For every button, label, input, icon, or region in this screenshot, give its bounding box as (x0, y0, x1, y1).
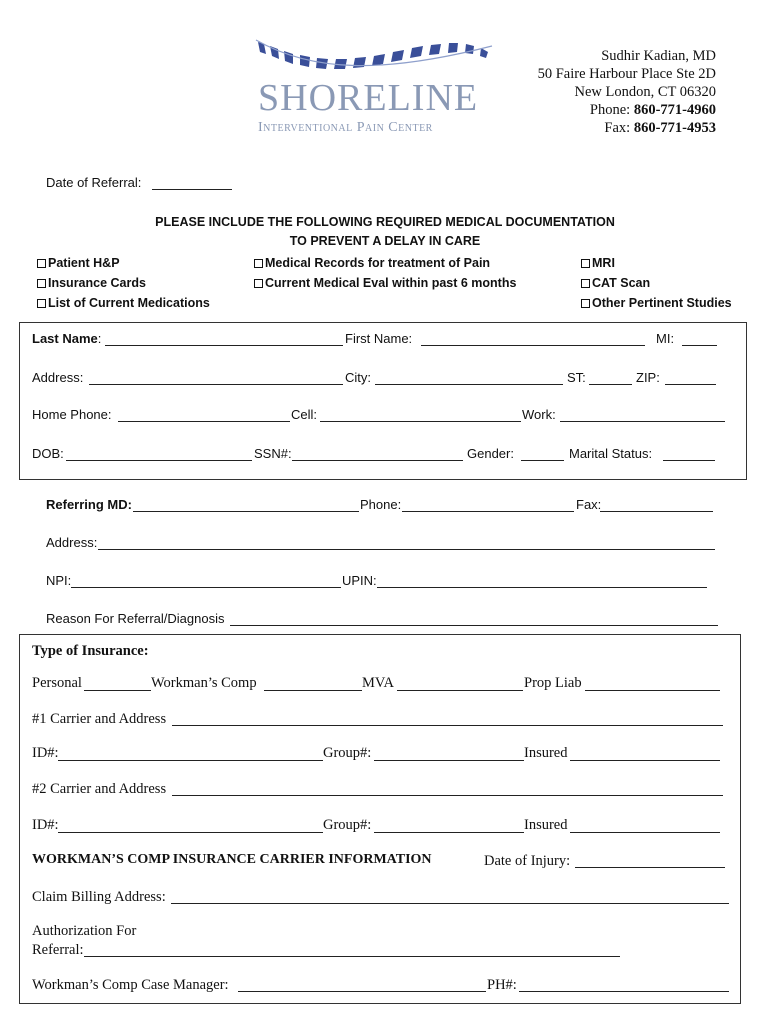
referring-address-label: Address: (46, 535, 98, 550)
insured1-field[interactable] (570, 760, 720, 761)
wc-header: WORKMAN’S COMP INSURANCE CARRIER INFORMATION (32, 852, 432, 867)
fax-label: Fax: (604, 120, 634, 136)
checkbox[interactable] (37, 259, 46, 268)
insurance-title: Type of Insurance: (32, 643, 149, 659)
checklist-item[interactable]: MRI (581, 253, 732, 273)
date-of-injury-field[interactable] (575, 867, 725, 868)
cell-label: Cell: (291, 407, 318, 422)
zip-field[interactable] (665, 384, 716, 385)
claim-billing-field[interactable] (171, 903, 729, 904)
case-manager-ph-field[interactable] (519, 991, 729, 992)
checklist-item[interactable]: List of Current Medications (37, 293, 210, 313)
mva-label: MVA (362, 675, 394, 691)
logo-subtitle: Interventional Pain Center (258, 120, 433, 135)
upin-field[interactable] (377, 587, 707, 588)
checklist-item[interactable]: Medical Records for treatment of Pain (254, 253, 516, 273)
id1-field[interactable] (58, 760, 323, 761)
st-field[interactable] (589, 384, 632, 385)
phone-number: 860-771-4960 (633, 102, 716, 118)
checkbox[interactable] (254, 279, 263, 288)
case-manager-label: Workman’s Comp Case Manager: (32, 977, 229, 993)
case-manager-field[interactable] (238, 991, 486, 992)
personal-field[interactable] (84, 690, 151, 691)
marital-status-label: Marital Status: (569, 446, 653, 461)
checkbox[interactable] (581, 279, 590, 288)
ssn-label: SSN#: (254, 446, 292, 461)
home-phone-field[interactable] (118, 421, 290, 422)
checkbox[interactable] (581, 259, 590, 268)
logo (252, 38, 497, 148)
gender-label: Gender: (467, 446, 514, 461)
contact-address-line2: New London, CT 06320 (574, 84, 716, 100)
checklist-col2 (254, 253, 516, 293)
referring-phone-field[interactable] (402, 511, 574, 512)
checklist-item[interactable]: Insurance Cards (37, 273, 210, 293)
city-field[interactable] (375, 384, 563, 385)
doctor-name: Sudhir Kadian, MD (601, 48, 716, 64)
checklist-col1 (37, 253, 210, 313)
group2-label: Group#: (323, 817, 372, 833)
id1-label: ID#: (32, 745, 59, 761)
date-of-referral-label: Date of Referral: (46, 175, 142, 190)
prop-liab-field[interactable] (585, 690, 720, 691)
mi-label: MI: (656, 331, 675, 346)
insured2-label: Insured (524, 817, 568, 833)
id2-field[interactable] (58, 832, 323, 833)
claim-billing-label: Claim Billing Address: (32, 889, 166, 905)
phone-label: Phone: (589, 102, 634, 118)
carrier1-field[interactable] (172, 725, 723, 726)
personal-label: Personal (32, 675, 82, 691)
work-field[interactable] (560, 421, 725, 422)
referring-fax-field[interactable] (600, 511, 713, 512)
contact-address-line1: 50 Faire Harbour Place Ste 2D (537, 66, 716, 82)
referring-phone-label: Phone: (360, 497, 402, 512)
workmans-comp-field[interactable] (264, 690, 362, 691)
upin-label: UPIN: (342, 573, 377, 588)
instructions-line2: TO PREVENT A DELAY IN CARE (289, 234, 481, 248)
group2-field[interactable] (374, 832, 524, 833)
work-label: Work: (522, 407, 556, 422)
referring-md-field[interactable] (133, 511, 359, 512)
authorization-label-line1: Authorization For (32, 923, 137, 939)
first-name-label: First Name: (345, 331, 413, 346)
address-field[interactable] (89, 384, 343, 385)
contact-phone (538, 101, 716, 119)
id2-label: ID#: (32, 817, 59, 833)
mi-field[interactable] (682, 345, 717, 346)
checklist-col3 (581, 253, 732, 313)
authorization-label-line2: Referral: (32, 942, 84, 958)
gender-field[interactable] (521, 460, 564, 461)
reason-field[interactable] (230, 625, 718, 626)
city-label: City: (345, 370, 371, 385)
cell-field[interactable] (320, 421, 521, 422)
date-of-referral-field[interactable] (152, 189, 232, 190)
dob-label: DOB: (32, 446, 64, 461)
referring-address-field[interactable] (98, 549, 715, 550)
marital-status-field[interactable] (663, 460, 715, 461)
zip-label: ZIP: (636, 370, 660, 385)
reason-label: Reason For Referral/Diagnosis (46, 611, 225, 626)
date-of-injury-label: Date of Injury: (484, 853, 571, 869)
home-phone-label: Home Phone: (32, 407, 112, 422)
checklist-item[interactable]: CAT Scan (581, 273, 732, 293)
checkbox[interactable] (254, 259, 263, 268)
st-label: ST: (567, 370, 586, 385)
carrier1-label: #1 Carrier and Address (32, 711, 167, 727)
first-name-field[interactable] (421, 345, 645, 346)
checkbox[interactable] (581, 299, 590, 308)
logo-name: SHORELINE (258, 77, 479, 119)
checkbox[interactable] (37, 279, 46, 288)
insured1-label: Insured (524, 745, 568, 761)
npi-label: NPI: (46, 573, 72, 588)
npi-field[interactable] (71, 587, 341, 588)
instructions-line1: PLEASE INCLUDE THE FOLLOWING REQUIRED MEDICAL DOCUMENTATION (155, 215, 615, 229)
address-label: Address: (32, 370, 84, 385)
prop-liab-label: Prop Liab (524, 675, 582, 691)
referring-fax-label: Fax: (576, 497, 602, 512)
carrier2-field[interactable] (172, 795, 723, 796)
checklist-item[interactable]: Current Medical Eval within past 6 months (254, 273, 516, 293)
mva-field[interactable] (397, 690, 523, 691)
dob-field[interactable] (66, 460, 252, 461)
checklist-item[interactable]: Patient H&P (37, 253, 210, 273)
last-name-label: Last Name: (32, 331, 102, 346)
workmans-comp-label: Workman’s Comp (151, 675, 257, 691)
case-manager-ph-label: PH#: (487, 977, 517, 993)
contact-block (538, 47, 716, 137)
group1-field[interactable] (374, 760, 524, 761)
referring-md-label: Referring MD: (46, 497, 132, 512)
authorization-field[interactable] (84, 956, 620, 957)
contact-fax (538, 119, 716, 137)
group1-label: Group#: (323, 745, 372, 761)
insured2-field[interactable] (570, 832, 720, 833)
checkbox[interactable] (37, 299, 46, 308)
ssn-field[interactable] (292, 460, 463, 461)
checklist-item[interactable]: Other Pertinent Studies (581, 293, 732, 313)
carrier2-label: #2 Carrier and Address (32, 781, 167, 797)
last-name-field[interactable] (105, 345, 343, 346)
fax-number: 860-771-4953 (633, 120, 716, 136)
